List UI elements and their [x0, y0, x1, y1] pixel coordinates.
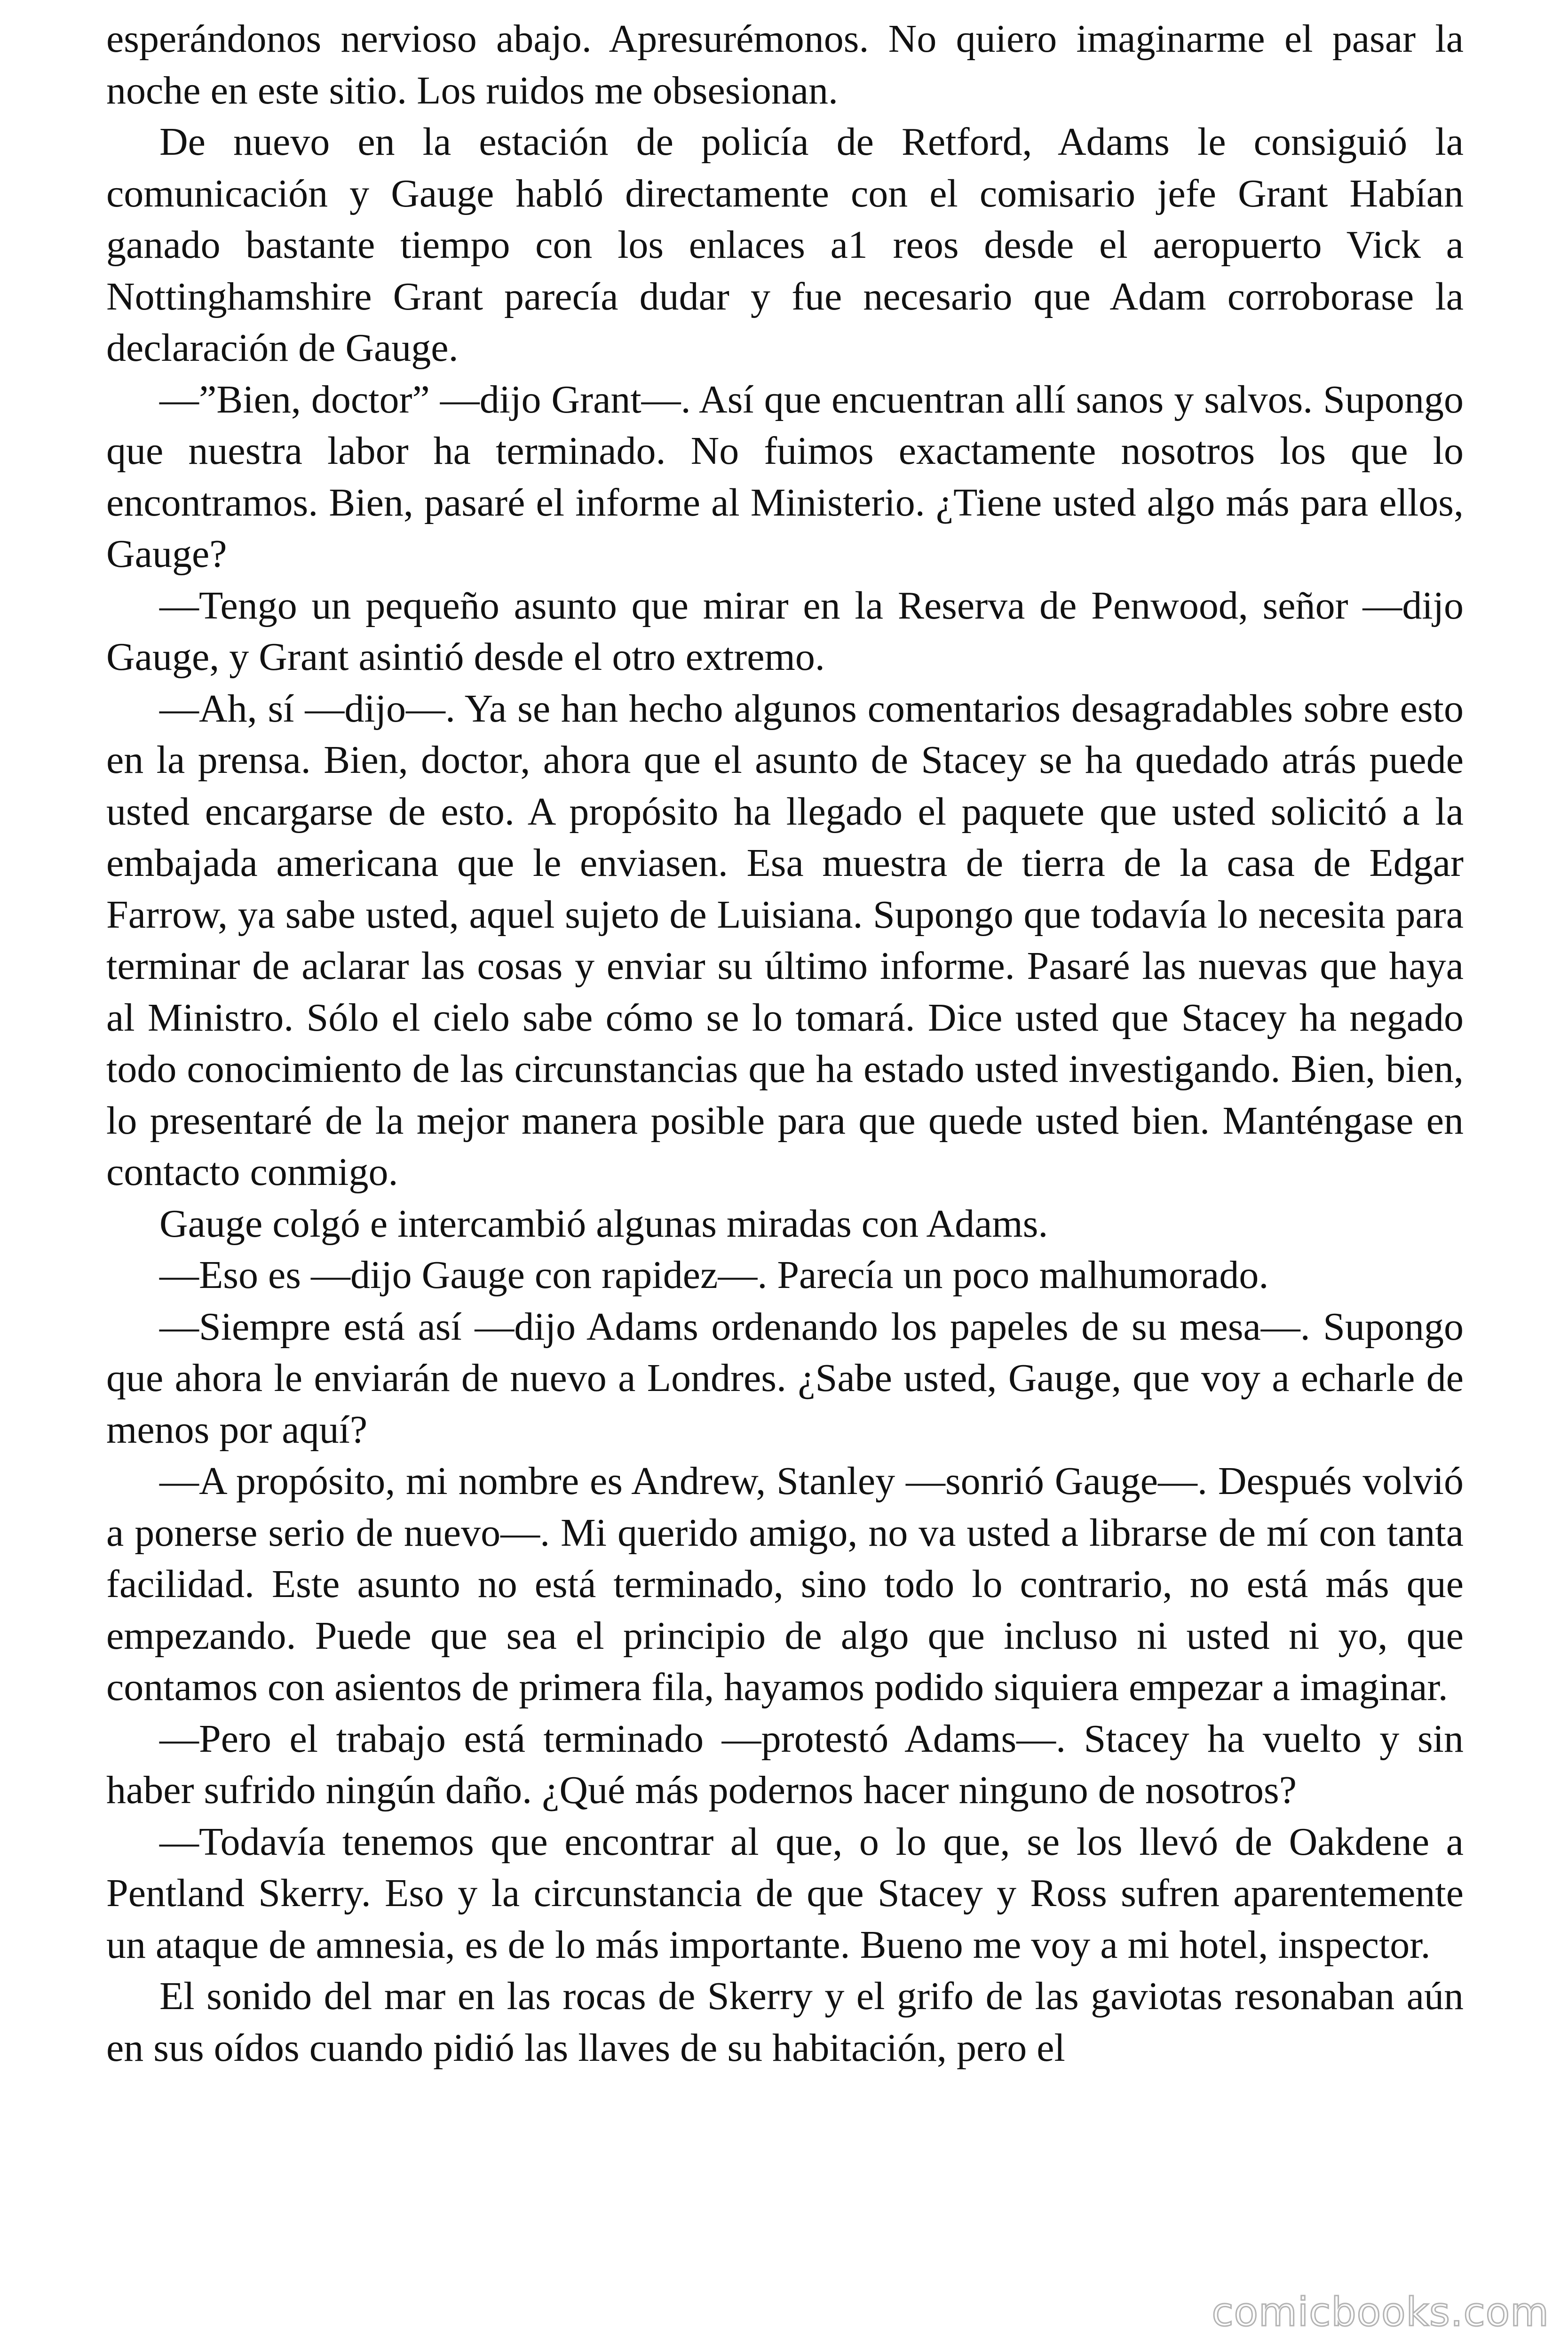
paragraph-6: Gauge colgó e intercambió algunas miradas con Adams.: [159, 1201, 1048, 1246]
page-text: [106, 13, 1464, 2074]
watermark: comicbooks.com: [1212, 2289, 1549, 2335]
paragraph-9: —A propósito, mi nombre es Andrew, Stanley —sonrió Gauge—. Después volvió a ponerse serio de nuevo—. Mi querido amigo, no va usted a librarse de mí con tanta facilidad. Este asunto no está terminado, sino todo lo contrario, no está más que empezando. Puede que sea el principio de algo que incluso ni usted ni yo, que contamos con asientos de primera fila, hayamos podido siquiera empezar a imaginar.: [106, 1459, 1464, 1709]
paragraph-10: —Pero el trabajo está terminado —protestó Adams—. Stacey ha vuelto y sin haber sufrido ningún daño. ¿Qué más podernos hacer ninguno de nosotros?: [106, 1716, 1464, 1812]
paragraph-7: —Eso es —dijo Gauge con rapidez—. Parecía un poco malhumorado.: [159, 1253, 1269, 1297]
paragraph-11: —Todavía tenemos que encontrar al que, o lo que, se los llevó de Oakdene a Pentland Skerry. Eso y la circunstancia de que Stacey y Ross sufren aparentemente un ataque de amnesia, es de lo más importante. Bueno me voy a mi hotel, inspector.: [106, 1820, 1464, 1967]
paragraph-4: —Tengo un pequeño asunto que mirar en la Reserva de Penwood, señor —dijo Gauge, y Grant asintió desde el otro extremo.: [106, 583, 1464, 679]
paragraph-12: El sonido del mar en las rocas de Skerry y el grifo de las gaviotas resonaban aún en sus oídos cuando pidió las llaves de su habitación, pero el: [106, 1974, 1464, 2070]
paragraph-5: —Ah, sí —dijo—. Ya se han hecho algunos comentarios desagradables sobre esto en la prensa. Bien, doctor, ahora que el asunto de Stacey se ha quedado atrás puede usted encargarse de esto. A propósito ha llegado el paquete que usted solicitó a la embajada americana que le enviasen. Esa muestra de tierra de la casa de Edgar Farrow, ya sabe usted, aquel sujeto de Luisiana. Supongo que todavía lo necesita para terminar de aclarar las cosas y enviar su último informe. Pasaré las nuevas que haya al Ministro. Sólo el cielo sabe cómo se lo tomará. Dice usted que Stacey ha negado todo conocimiento de las circunstancias que ha estado usted investigando. Bien, bien, lo presentaré de la mejor manera posible para que quede usted bien. Manténgase en contacto conmigo.: [106, 686, 1464, 1194]
paragraph-8: —Siempre está así —dijo Adams ordenando los papeles de su mesa—. Supongo que ahora le enviarán de nuevo a Londres. ¿Sabe usted, Gauge, que voy a echarle de menos por aquí?: [106, 1304, 1464, 1452]
paragraph-2: De nuevo en la estación de policía de Retford, Adams le consiguió la comunicación y Gauge habló directamente con el comisario jefe Grant Habían ganado bastante tiempo con los enlaces a1 reos desde el aeropuerto Vick a Nottinghamshire Grant parecía dudar y fue necesario que Adam corroborase la declaración de Gauge.: [106, 120, 1464, 370]
paragraph-3: —”Bien, doctor” —dijo Grant—. Así que encuentran allí sanos y salvos. Supongo que nuestra labor ha terminado. No fuimos exactamente nosotros los que lo encontramos. Bien, pasaré el informe al Ministerio. ¿Tiene usted algo más para ellos, Gauge?: [106, 377, 1464, 576]
paragraph-1: esperándonos nervioso abajo. Apresurémonos. No quiero imaginarme el pasar la noche en este sitio. Los ruidos me obsesionan.: [106, 17, 1464, 112]
